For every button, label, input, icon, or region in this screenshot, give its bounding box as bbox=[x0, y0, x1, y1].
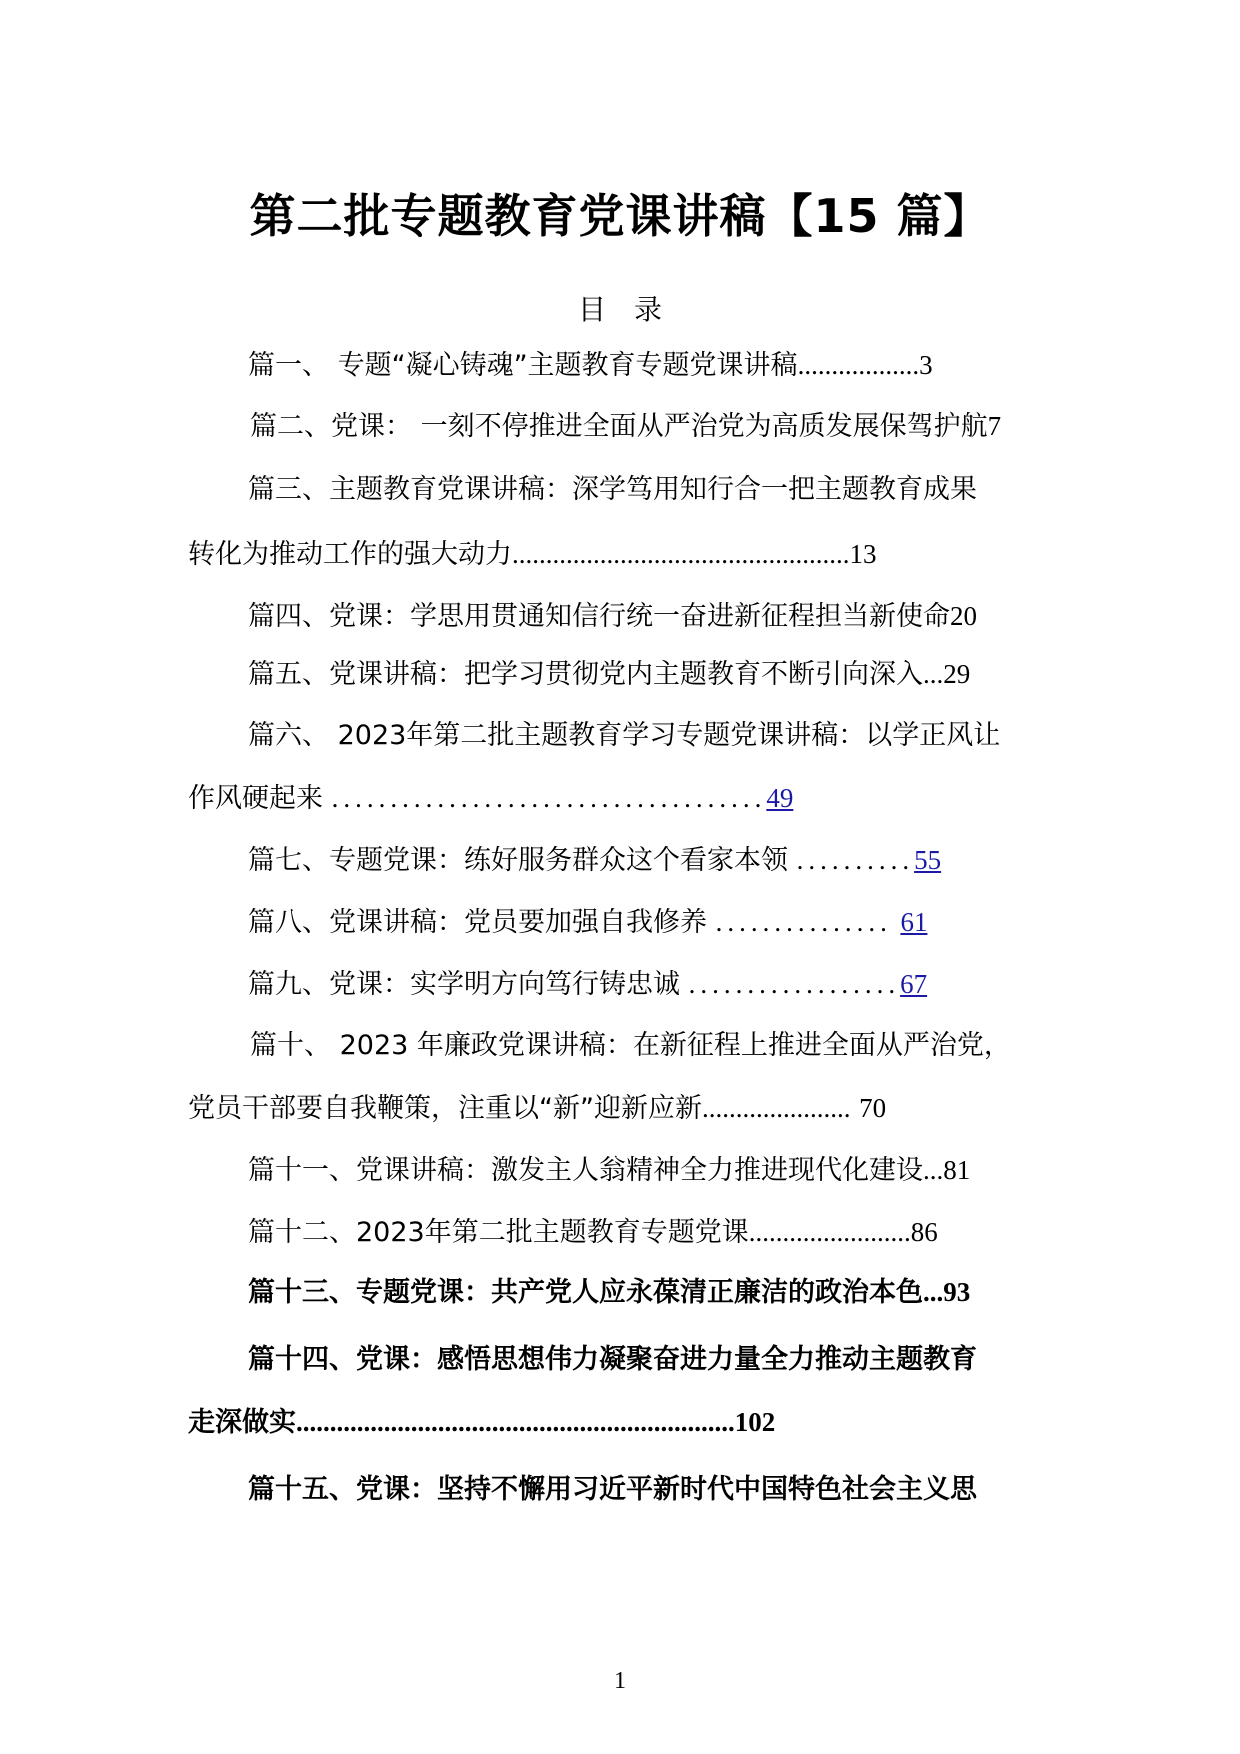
toc-entry-text: 篇十五、党课：坚持不懈用习近平新时代中国特色社会主义思 bbox=[248, 1474, 977, 1505]
toc-leader-dots: ................................................................. bbox=[296, 1407, 735, 1437]
toc-entry-text: 党员干部要自我鞭策，注重以“新”迎新应新 bbox=[188, 1093, 702, 1124]
toc-entry-text: 篇十三、专题党课：共产党人应永葆清正廉洁的政治本色 bbox=[248, 1277, 923, 1308]
toc-entry-text: 篇十二、2023年第二批主题教育专题党课 bbox=[248, 1217, 749, 1248]
document-title: 第二批专题教育党课讲稿【15 篇】 bbox=[249, 189, 991, 243]
toc-leader-dots: ... bbox=[923, 659, 944, 689]
toc-entry[interactable] bbox=[250, 1026, 1011, 1066]
toc-entry-continuation[interactable] bbox=[188, 534, 877, 575]
toc-entry-continuation[interactable] bbox=[188, 1402, 775, 1443]
toc-entry[interactable] bbox=[250, 406, 1001, 447]
toc-entry-text: 篇五、党课讲稿：把学习贯彻党内主题教育不断引向深入 bbox=[248, 659, 923, 690]
toc-leader-dots: ... bbox=[923, 1277, 944, 1307]
toc-entry[interactable] bbox=[248, 840, 941, 881]
toc-entry-text: 转化为推动工作的强大动力 bbox=[188, 539, 512, 570]
toc-entry[interactable] bbox=[248, 1150, 970, 1191]
toc-leader-dots: .......... bbox=[796, 845, 915, 875]
toc-leader-dots: ........................ bbox=[748, 1217, 911, 1247]
toc-entry[interactable] bbox=[248, 596, 977, 637]
toc-page-number: 20 bbox=[950, 601, 977, 631]
toc-entry[interactable] bbox=[248, 716, 1000, 756]
toc-entry[interactable] bbox=[248, 470, 977, 510]
toc-entry-text: 走深做实 bbox=[188, 1407, 296, 1438]
toc-entry-text: 篇一、 专题“凝心铸魂”主题教育专题党课讲稿 bbox=[248, 350, 798, 381]
toc-entry-text: 篇九、党课：实学明方向笃行铸忠诚 bbox=[248, 969, 680, 1000]
toc-entry[interactable] bbox=[248, 345, 933, 386]
toc-entry-text: 篇七、专题党课：练好服务群众这个看家本领 bbox=[248, 845, 788, 876]
toc-leader-dots: ... bbox=[923, 1155, 944, 1185]
toc-leader-dots: ............... bbox=[715, 907, 892, 937]
toc-entry-text: 篇四、党课：学思用贯通知信行统一奋进新征程担当新使命 bbox=[248, 601, 950, 632]
toc-entry[interactable] bbox=[248, 1470, 977, 1510]
toc-page-number: 81 bbox=[943, 1155, 971, 1185]
toc-leader-dots: ..................................... bbox=[331, 783, 767, 813]
toc-entry[interactable] bbox=[248, 1272, 970, 1313]
toc-page-link[interactable]: 55 bbox=[914, 845, 942, 875]
toc-entry[interactable] bbox=[248, 1340, 977, 1380]
toc-entry[interactable] bbox=[248, 1212, 938, 1253]
toc-page-number: 93 bbox=[943, 1277, 971, 1307]
toc-page-number: 29 bbox=[943, 659, 971, 689]
toc-entry-text: 篇八、党课讲稿：党员要加强自我修养 bbox=[248, 907, 707, 938]
toc-page-number: 70 bbox=[859, 1093, 887, 1123]
toc-entry-text: 篇十一、党课讲稿：激发主人翁精神全力推进现代化建设 bbox=[248, 1155, 923, 1186]
toc-entry-continuation[interactable] bbox=[188, 778, 793, 819]
toc-leader-dots: .................. bbox=[797, 350, 920, 380]
toc-leader-dots: .................................................. bbox=[512, 539, 850, 569]
toc-entry-text: 篇十、 2023 年廉政党课讲稿：在新征程上推进全面从严治党， bbox=[250, 1030, 1011, 1061]
toc-entry[interactable] bbox=[248, 964, 927, 1005]
toc-entry-text: 作风硬起来 bbox=[188, 783, 323, 814]
toc-page-number: 102 bbox=[734, 1407, 776, 1437]
toc-entry[interactable] bbox=[248, 654, 970, 695]
toc-page-link[interactable]: 61 bbox=[900, 907, 928, 937]
toc-leader-dots: .................. bbox=[688, 969, 901, 999]
toc-page-number: 13 bbox=[849, 539, 877, 569]
toc-heading: 目录 bbox=[577, 293, 690, 326]
toc-page-number: 86 bbox=[910, 1217, 938, 1247]
toc-page-number: 3 bbox=[919, 350, 933, 380]
toc-entry-text: 篇三、主题教育党课讲稿：深学笃用知行合一把主题教育成果 bbox=[248, 474, 977, 505]
toc-entry-text: 篇六、 2023年第二批主题教育学习专题党课讲稿：以学正风让 bbox=[248, 720, 1001, 751]
page-number-footer: 1 bbox=[614, 1668, 626, 1694]
toc-page-link[interactable]: 49 bbox=[766, 783, 794, 813]
toc-entry-text: 篇十四、党课：感悟思想伟力凝聚奋进力量全力推动主题教育 bbox=[248, 1344, 977, 1375]
toc-entry[interactable] bbox=[248, 902, 927, 943]
toc-entry-text: 篇二、党课： 一刻不停推进全面从严治党为高质发展保驾护航 bbox=[250, 411, 988, 442]
toc-page-link[interactable]: 67 bbox=[900, 969, 928, 999]
toc-leader-dots: ...................... bbox=[701, 1093, 851, 1123]
toc-entry-continuation[interactable] bbox=[188, 1088, 886, 1129]
toc-page-number: 7 bbox=[987, 411, 1002, 441]
